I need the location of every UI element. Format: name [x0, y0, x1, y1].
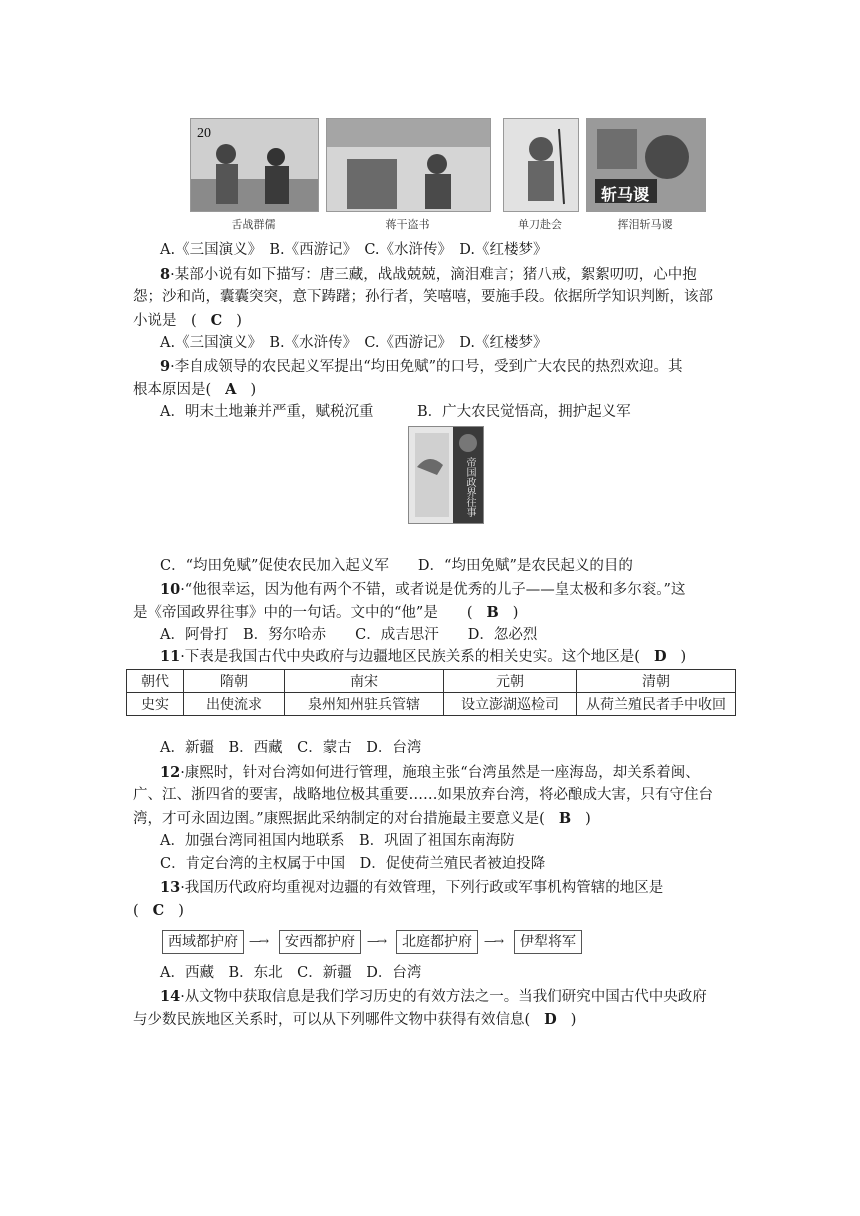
q9-paren: ) — [250, 382, 257, 398]
stamp-caption-1: 舌战群儒 — [231, 218, 276, 231]
flow-box-1: 西域都护府 — [162, 930, 244, 954]
q14-stem-line2 — [133, 1009, 576, 1031]
q14-number: 14 — [160, 988, 181, 1005]
q9-number: 9 — [160, 358, 171, 375]
stamp-illustration — [191, 119, 318, 211]
q8-options: A.《三国演义》 B.《水浒传》 C.《西游记》 D.《红楼梦》 — [160, 335, 548, 351]
q11-stem-line1 — [160, 646, 686, 668]
q11-options: A．新疆 B．西藏 C．蒙古 D．台湾 — [160, 740, 422, 756]
q8-stem-text: 小说是 ( — [133, 313, 197, 329]
q10-number: 10 — [160, 581, 181, 598]
q11-paren: ) — [680, 649, 687, 665]
table-header-cell: 南宋 — [285, 670, 444, 693]
q13-number: 13 — [160, 879, 181, 896]
q13-stem-line1 — [160, 877, 663, 899]
q14-answer: D — [544, 1011, 557, 1028]
q12-options-cd: C．肯定台湾的主权属于中国 D．促使荷兰殖民者被迫投降 — [160, 856, 546, 872]
q10-paren: ) — [512, 605, 519, 621]
q14-text: ·从文物中获取信息是我们学习历史的有效方法之一。当我们研究中国古代中央政府 — [180, 989, 707, 1005]
arrow-right-icon: —→ — [367, 934, 386, 948]
q13-text: ·我国历代政府均重视对边疆的有效管理，下列行政或军事机构管辖的地区是 — [180, 880, 664, 896]
q8-answer: C — [210, 312, 223, 329]
q12-stem-line3 — [133, 808, 591, 830]
stamp-caption-3: 单刀赴会 — [518, 218, 562, 231]
flow-box-3: 北庭都护府 — [396, 930, 478, 954]
flow-box-4: 伊犁将军 — [514, 930, 582, 954]
table-cell: 泉州知州驻兵管辖 — [285, 693, 444, 716]
q8-stem-line3 — [133, 310, 242, 332]
stamp-illustration — [504, 119, 578, 211]
q13-paren: ) — [178, 903, 184, 919]
table-cell: 史实 — [127, 693, 184, 716]
stamp-illustration — [327, 119, 490, 211]
table-header-cell: 元朝 — [444, 670, 577, 693]
stamp-denomination: 20 — [197, 126, 211, 141]
q9-stem-line2 — [133, 379, 256, 401]
q12-stem-text: 湾，才可永固边圉。”康熙据此采纳制定的对台措施最主要意义是( — [133, 811, 545, 827]
table-row — [127, 693, 736, 716]
q10-text: ·“他很幸运，因为他有两个不错，或者说是优秀的儿子——皇太极和多尔衮。”这 — [180, 582, 686, 598]
q8-number: 8 — [160, 266, 171, 283]
stamp-caption-2: 蒋干盗书 — [385, 218, 430, 231]
q10-options: A．阿骨打 B．努尔哈赤 C．成吉思汗 D．忽必烈 — [160, 627, 538, 643]
q12-text: ·康熙时，针对台湾如何进行管理，施琅主张“台湾虽然是一座海岛，却关系着闽、 — [180, 765, 700, 781]
q10-stem-line1 — [160, 579, 685, 601]
q12-paren: ) — [585, 811, 591, 827]
q11-number: 11 — [160, 648, 181, 665]
book-cover-image — [408, 426, 484, 524]
q10-stem-text: 是《帝国政界往事》中的一句话。文中的“他”是 ( — [133, 605, 473, 621]
book-title: 帝国政界往事 — [464, 457, 475, 517]
flow-box-2: 安西都护府 — [279, 930, 361, 954]
q8-text: ·某部小说有如下描写：唐三藏，战战兢兢，滴泪难言；猪八戒，絮絮叨叨，心中抱 — [170, 267, 697, 283]
table-cell: 设立澎湖巡检司 — [444, 693, 577, 716]
stamp-image-1 — [190, 118, 319, 212]
stamp-banner-text: 斩马谡 — [601, 185, 650, 204]
q10-stem-line2 — [133, 602, 518, 624]
q12-answer: B — [558, 810, 572, 827]
q13-options: A．西藏 B．东北 C．新疆 D．台湾 — [160, 965, 422, 981]
q12-options-ab: A．加强台湾同祖国内地联系 B．巩固了祖国东南海防 — [160, 833, 515, 849]
q9-answer: A — [225, 381, 237, 398]
q11-stem-text: ·下表是我国古代中央政府与边疆地区民族关系的相关史实。这个地区是( — [180, 649, 640, 665]
stamp-image-4 — [586, 118, 706, 212]
q12-stem-line1 — [160, 762, 700, 784]
table-header-cell: 清朝 — [577, 670, 736, 693]
table-header-cell: 隋朝 — [184, 670, 285, 693]
q9-stem-text: 根本原因是( — [133, 382, 212, 398]
arrow-right-icon: —→ — [249, 934, 268, 948]
q11-table — [126, 669, 736, 716]
table-cell: 出使流求 — [184, 693, 285, 716]
arrow-right-icon: —→ — [484, 934, 503, 948]
q9-options-cd: C．“均田免赋”促使农民加入起义军 D．“均田免赋”是农民起义的目的 — [160, 558, 633, 574]
q8-stem-line2: 怨；沙和尚，囊囊突突，意下踌躇；孙行者，笑嘻嘻，要施手段。依据所学知识判断，该部 — [133, 289, 713, 305]
q11-answer: D — [653, 648, 667, 665]
table-row — [127, 670, 736, 693]
q9-options-ab: A．明末土地兼并严重，赋税沉重 B．广大农民觉悟高，拥护起义军 — [160, 404, 631, 420]
q13-paren-open: ( — [133, 903, 139, 919]
q13-answer: C — [152, 902, 165, 919]
q9-text: ·李自成领导的农民起义军提出“均田免赋”的口号，受到广大农民的热烈欢迎。其 — [170, 359, 683, 375]
q14-stem-line1 — [160, 986, 707, 1008]
table-cell: 从荷兰殖民者手中收回 — [577, 693, 736, 716]
q13-stem-line2 — [133, 900, 184, 922]
table-header-cell: 朝代 — [127, 670, 184, 693]
q12-stem-line2: 广、江、浙四省的要害，战略地位极其重要……如果放弃台湾，将必酿成大害，只有守住台 — [133, 787, 713, 803]
q12-number: 12 — [160, 764, 181, 781]
q7-options: A.《三国演义》 B.《西游记》 C.《水浒传》 D.《红楼梦》 — [160, 242, 548, 258]
q10-answer: B — [486, 604, 499, 621]
q14-stem-text: 与少数民族地区关系时，可以从下列哪件文物中获得有效信息( — [133, 1012, 531, 1028]
q8-paren: ) — [236, 313, 242, 329]
stamp-image-3 — [503, 118, 579, 212]
stamp-image-2 — [326, 118, 491, 212]
q9-stem-line1 — [160, 356, 683, 378]
stamp-caption-4: 挥泪斩马谡 — [617, 218, 673, 231]
q14-paren: ) — [570, 1012, 577, 1028]
q8-stem-line1 — [160, 264, 697, 286]
